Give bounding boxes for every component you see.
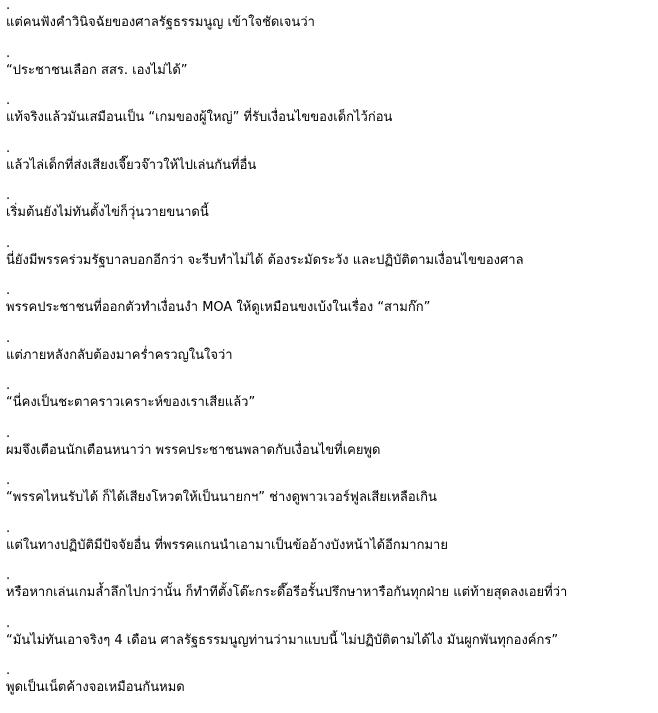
- separator-dot: .: [6, 93, 11, 108]
- paragraph-text: หรือหากเล่นเกมล้ำลึกไปกว่านั้น ก็ทำทีตั้งโต๊ะกระดึ๊อรีอรั้นปรึกษาหารือกันทุกฝ่าย แต่ท้ายสุดลงเอยที่ว่า: [6, 585, 568, 600]
- paragraph-text: “ประชาชนเลือก สสร. เองไม่ได้”: [6, 62, 188, 78]
- paragraph: [6, 95, 658, 143]
- separator-dot: .: [6, 378, 11, 393]
- separator-dot: .: [6, 45, 11, 61]
- paragraph: [6, 285, 658, 333]
- paragraph: [6, 45, 658, 96]
- paragraph: [6, 475, 658, 523]
- separator-dot: .: [6, 425, 11, 441]
- paragraph-text: เริ่มต้นยังไม่ทันตั้งไข่ก็วุ่นวายขนาดนี้: [6, 205, 209, 220]
- paragraph-text: พูดเป็นเน็ตค้างจอเหมือนกันหมด: [6, 680, 185, 695]
- paragraph: [6, 190, 658, 238]
- paragraph-text: พรรคประชาชนที่ออกตัวทำเงื่อนงำ MOA ให้ดูเหมือนขงเบ้งในเรื่อง “สามก๊ก”: [6, 300, 431, 315]
- paragraph: [6, 570, 658, 618]
- paragraph: [6, 0, 658, 48]
- paragraph: [6, 520, 658, 571]
- paragraph: [6, 425, 658, 476]
- paragraph-text: แต่คนฟังคำวินิจฉัยของศาลรัฐธรรมนูญ เข้าใจชัดเจนว่า: [6, 15, 315, 30]
- separator-dot: .: [6, 235, 11, 251]
- separator-dot: .: [6, 0, 11, 13]
- separator-dot: .: [6, 520, 11, 536]
- paragraph-text: “นี่คงเป็นชะตาคราวเคราะห์ของเราเสียแล้ว”: [6, 395, 256, 410]
- separator-dot: .: [6, 283, 11, 298]
- paragraph-text: “พรรคไหนรับได้ ก็ได้เสียงโหวตให้เป็นนายกฯ” ช่างดูพาวเวอร์ฟูลเสียเหลือเกิน: [6, 490, 437, 505]
- separator-dot: .: [6, 615, 11, 631]
- paragraph-text: แท้จริงแล้วมันเสมือนเป็น “เกมของผู้ใหญ่” ที่รับเงื่อนไขของเด็กไว้ก่อน: [6, 110, 393, 125]
- paragraph: [6, 235, 658, 286]
- separator-dot: .: [6, 663, 11, 678]
- paragraph-text: แต่ในทางปฏิบัติมีปัจจัยอื่น ที่พรรคแกนนำเอามาเป็นข้ออ้างบังหน้าได้อีกมากมาย: [6, 537, 448, 553]
- separator-dot: .: [6, 188, 11, 203]
- separator-dot: .: [6, 330, 11, 346]
- paragraph: [6, 330, 658, 381]
- paragraph-text: แล้วไล่เด็กที่ส่งเสียงเจี๊ยวจ๊าวให้ไปเล่นกันที่อื่น: [6, 157, 257, 173]
- paragraph: [6, 140, 658, 191]
- separator-dot: .: [6, 568, 11, 583]
- paragraph-text: “มันไม่ทันเอาจริงๆ 4 เดือน ศาลรัฐธรรมนูญท่านว่ามาแบบนี้ ไม่ปฏิบัติตามได้ไง มันผูกพันทุกองค์กร”: [6, 632, 559, 648]
- separator-dot: .: [6, 140, 11, 156]
- paragraph: [6, 380, 658, 428]
- separator-dot: .: [6, 473, 11, 488]
- paragraph: [6, 665, 658, 713]
- paragraph: [6, 615, 658, 666]
- paragraph-text: นี่ยังมีพรรคร่วมรัฐบาลบอกอีกว่า จะรีบทำไม่ได้ ต้องระมัดระวัง และปฏิบัติตามเงื่อนไขของศาล: [6, 252, 524, 268]
- paragraph-text: ผมจึงเตือนนักเตือนหนาว่า พรรคประชาชนพลาดกับเงื่อนไขที่เคยพูด: [6, 442, 381, 458]
- paragraph-text: แต่ภายหลังกลับต้องมาคร่ำครวญในใจว่า: [6, 347, 233, 363]
